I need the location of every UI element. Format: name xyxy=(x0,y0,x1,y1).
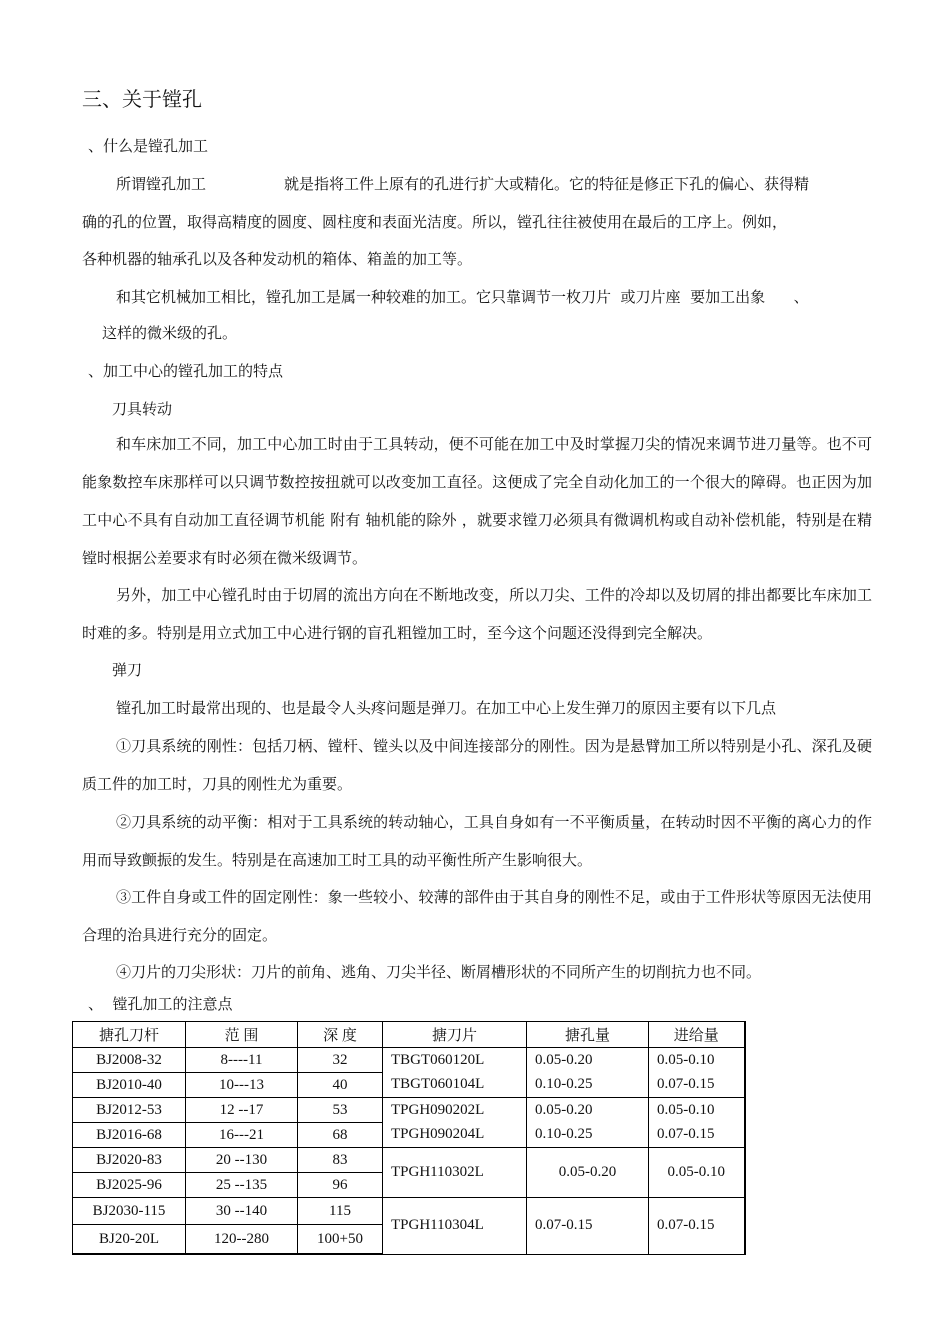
range-cell: 12 --17 xyxy=(186,1098,298,1123)
bar-cell: BJ2020-83 xyxy=(73,1148,186,1173)
range-cell: 30 --140 xyxy=(186,1198,298,1225)
table-header-row xyxy=(73,1022,745,1048)
insert-cell: TPGH110302L xyxy=(383,1148,527,1198)
heading-what-is-boring: 、什么是镗孔加工 xyxy=(88,137,209,155)
boring-amount-cell: 0.10-0.25 xyxy=(527,1123,649,1148)
boring-bar-spec-table xyxy=(72,1021,746,1255)
depth-cell: 96 xyxy=(298,1173,383,1198)
heading-machining-center-features: 、加工中心的镗孔加工的特点 xyxy=(88,362,284,380)
bar-cell: BJ2030-115 xyxy=(73,1198,186,1225)
bar-cell: BJ2010-40 xyxy=(73,1073,186,1098)
range-cell: 120--280 xyxy=(186,1225,298,1255)
paragraph-2-line-2: 这样的微米级的孔。 xyxy=(102,324,238,342)
depth-cell: 40 xyxy=(298,1073,383,1098)
boring-amount-cell: 0.10-0.25 xyxy=(527,1073,649,1098)
paragraph-insert-shape: ④刀片的刀尖形状：刀片的前角、逃角、刀尖半径、断屑槽形状的不同所产生的切削抗力也不同。 xyxy=(116,963,762,981)
header-range: 范 围 xyxy=(186,1022,298,1048)
depth-cell: 115 xyxy=(298,1198,383,1225)
paragraph-workpiece-rigidity: ③工件自身或工件的固定刚性：象一些较小、较薄的部件由于其自身的刚性不足，或由于工件形状等原因无法使用合理的治具进行充分的固定。 xyxy=(82,888,872,944)
section-title: 三、关于镗孔 xyxy=(82,87,202,111)
insert-cell: TPGH090202L xyxy=(383,1098,527,1123)
header-boring-bar: 搪孔刀杆 xyxy=(73,1022,186,1048)
bar-cell: BJ2008-32 xyxy=(73,1048,186,1073)
header-insert: 搪刀片 xyxy=(383,1022,527,1048)
table-row xyxy=(73,1048,745,1073)
table-row xyxy=(73,1148,745,1173)
range-cell: 25 --135 xyxy=(186,1173,298,1198)
paragraph-tool-rigidity: ①刀具系统的刚性：包括刀柄、镗杆、镗头以及中间连接部分的刚性。因为是悬臂加工所以特别是小孔、深孔及硬质工件的加工时，刀具的刚性尤为重要。 xyxy=(82,737,872,793)
range-cell: 8----11 xyxy=(186,1048,298,1073)
table-row xyxy=(73,1123,745,1148)
boring-amount-cell: 0.05-0.20 xyxy=(527,1098,649,1123)
paragraph-chip-evacuation: 另外，加工中心镗孔时由于切屑的流出方向在不断地改变，所以刀尖、工件的冷却以及切屑的排出都要比车床加工时难的多。特别是用立式加工中心进行钢的盲孔粗镗加工时，至今这个问题还没得到完全解决。 xyxy=(82,586,872,642)
insert-cell: TPGH110304L xyxy=(383,1198,527,1255)
range-cell: 16---21 xyxy=(186,1123,298,1148)
table-row xyxy=(73,1198,745,1225)
paragraph-chatter-intro: 镗孔加工时最常出现的、也是最令人头疼问题是弹刀。在加工中心上发生弹刀的原因主要有以下几点 xyxy=(116,699,777,717)
header-feed: 进给量 xyxy=(649,1022,745,1048)
boring-amount-cell: 0.07-0.15 xyxy=(527,1198,649,1255)
insert-cell: TBGT060120L xyxy=(383,1048,527,1073)
insert-cell: TPGH090204L xyxy=(383,1123,527,1148)
range-cell: 20 --130 xyxy=(186,1148,298,1173)
subheading-chatter: 弹刀 xyxy=(112,661,143,679)
bar-cell: BJ2016-68 xyxy=(73,1123,186,1148)
insert-cell: TBGT060104L xyxy=(383,1073,527,1098)
feed-cell: 0.05-0.10 xyxy=(649,1148,745,1198)
bar-cell: BJ2025-96 xyxy=(73,1173,186,1198)
feed-cell: 0.05-0.10 xyxy=(649,1048,745,1073)
heading-boring-notes: 、 镗孔加工的注意点 xyxy=(88,995,233,1013)
paragraph-dynamic-balance: ②刀具系统的动平衡：相对于工具系统的转动轴心，工具自身如有一不平衡质量，在转动时因不平衡的离心力的作用而导致颤振的发生。特别是在高速加工时工具的动平衡性所产生影响很大。 xyxy=(82,813,872,869)
paragraph-1-rest: 就是指将工件上原有的孔进行扩大或精化。它的特征是修正下孔的偏心、获得精 xyxy=(284,175,810,193)
paragraph-tool-rotation: 和车床加工不同，加工中心加工时由于工具转动，便不可能在加工中及时掌握刀尖的情况来调节进刀量等。也不可能象数控车床那样可以只调节数控按扭就可以改变加工直径。这便成了完全自动化加工的一个很大的障碍。也正因为加工中心不具有自动加工直径调节机能 附有 轴机能的除外 ，就要求镗刀必须具有微调机构或自动补偿机能，特别是在精镗时根据公差要求有时必须在微米级调节。 xyxy=(82,435,872,567)
depth-cell: 53 xyxy=(298,1098,383,1123)
depth-cell: 100+50 xyxy=(298,1225,383,1255)
paragraph-1-line-2: 确的孔的位置，取得高精度的圆度、圆柱度和表面光洁度。所以，镗孔往往被使用在最后的工序上。例如， xyxy=(82,213,788,231)
boring-amount-cell: 0.05-0.20 xyxy=(527,1148,649,1198)
paragraph-1-lead: 所谓镗孔加工 xyxy=(116,175,207,193)
paragraph-2-line-1: 和其它机械加工相比，镗孔加工是属一种较难的加工。它只靠调节一枚刀片 或刀片座 要加工出象 、 xyxy=(116,288,809,306)
boring-amount-cell: 0.05-0.20 xyxy=(527,1048,649,1073)
header-depth: 深 度 xyxy=(298,1022,383,1048)
depth-cell: 32 xyxy=(298,1048,383,1073)
depth-cell: 83 xyxy=(298,1148,383,1173)
subheading-tool-rotation: 刀具转动 xyxy=(112,400,173,418)
feed-cell: 0.07-0.15 xyxy=(649,1073,745,1098)
feed-cell: 0.05-0.10 xyxy=(649,1098,745,1123)
feed-cell: 0.07-0.15 xyxy=(649,1123,745,1148)
paragraph-1-line-3: 各种机器的轴承孔以及各种发动机的箱体、箱盖的加工等。 xyxy=(82,250,473,268)
bar-cell: BJ20-20L xyxy=(73,1225,186,1255)
feed-cell: 0.07-0.15 xyxy=(649,1198,745,1255)
table-row xyxy=(73,1073,745,1098)
depth-cell: 68 xyxy=(298,1123,383,1148)
table-row xyxy=(73,1098,745,1123)
bar-cell: BJ2012-53 xyxy=(73,1098,186,1123)
range-cell: 10---13 xyxy=(186,1073,298,1098)
header-boring-amount: 搪孔量 xyxy=(527,1022,649,1048)
